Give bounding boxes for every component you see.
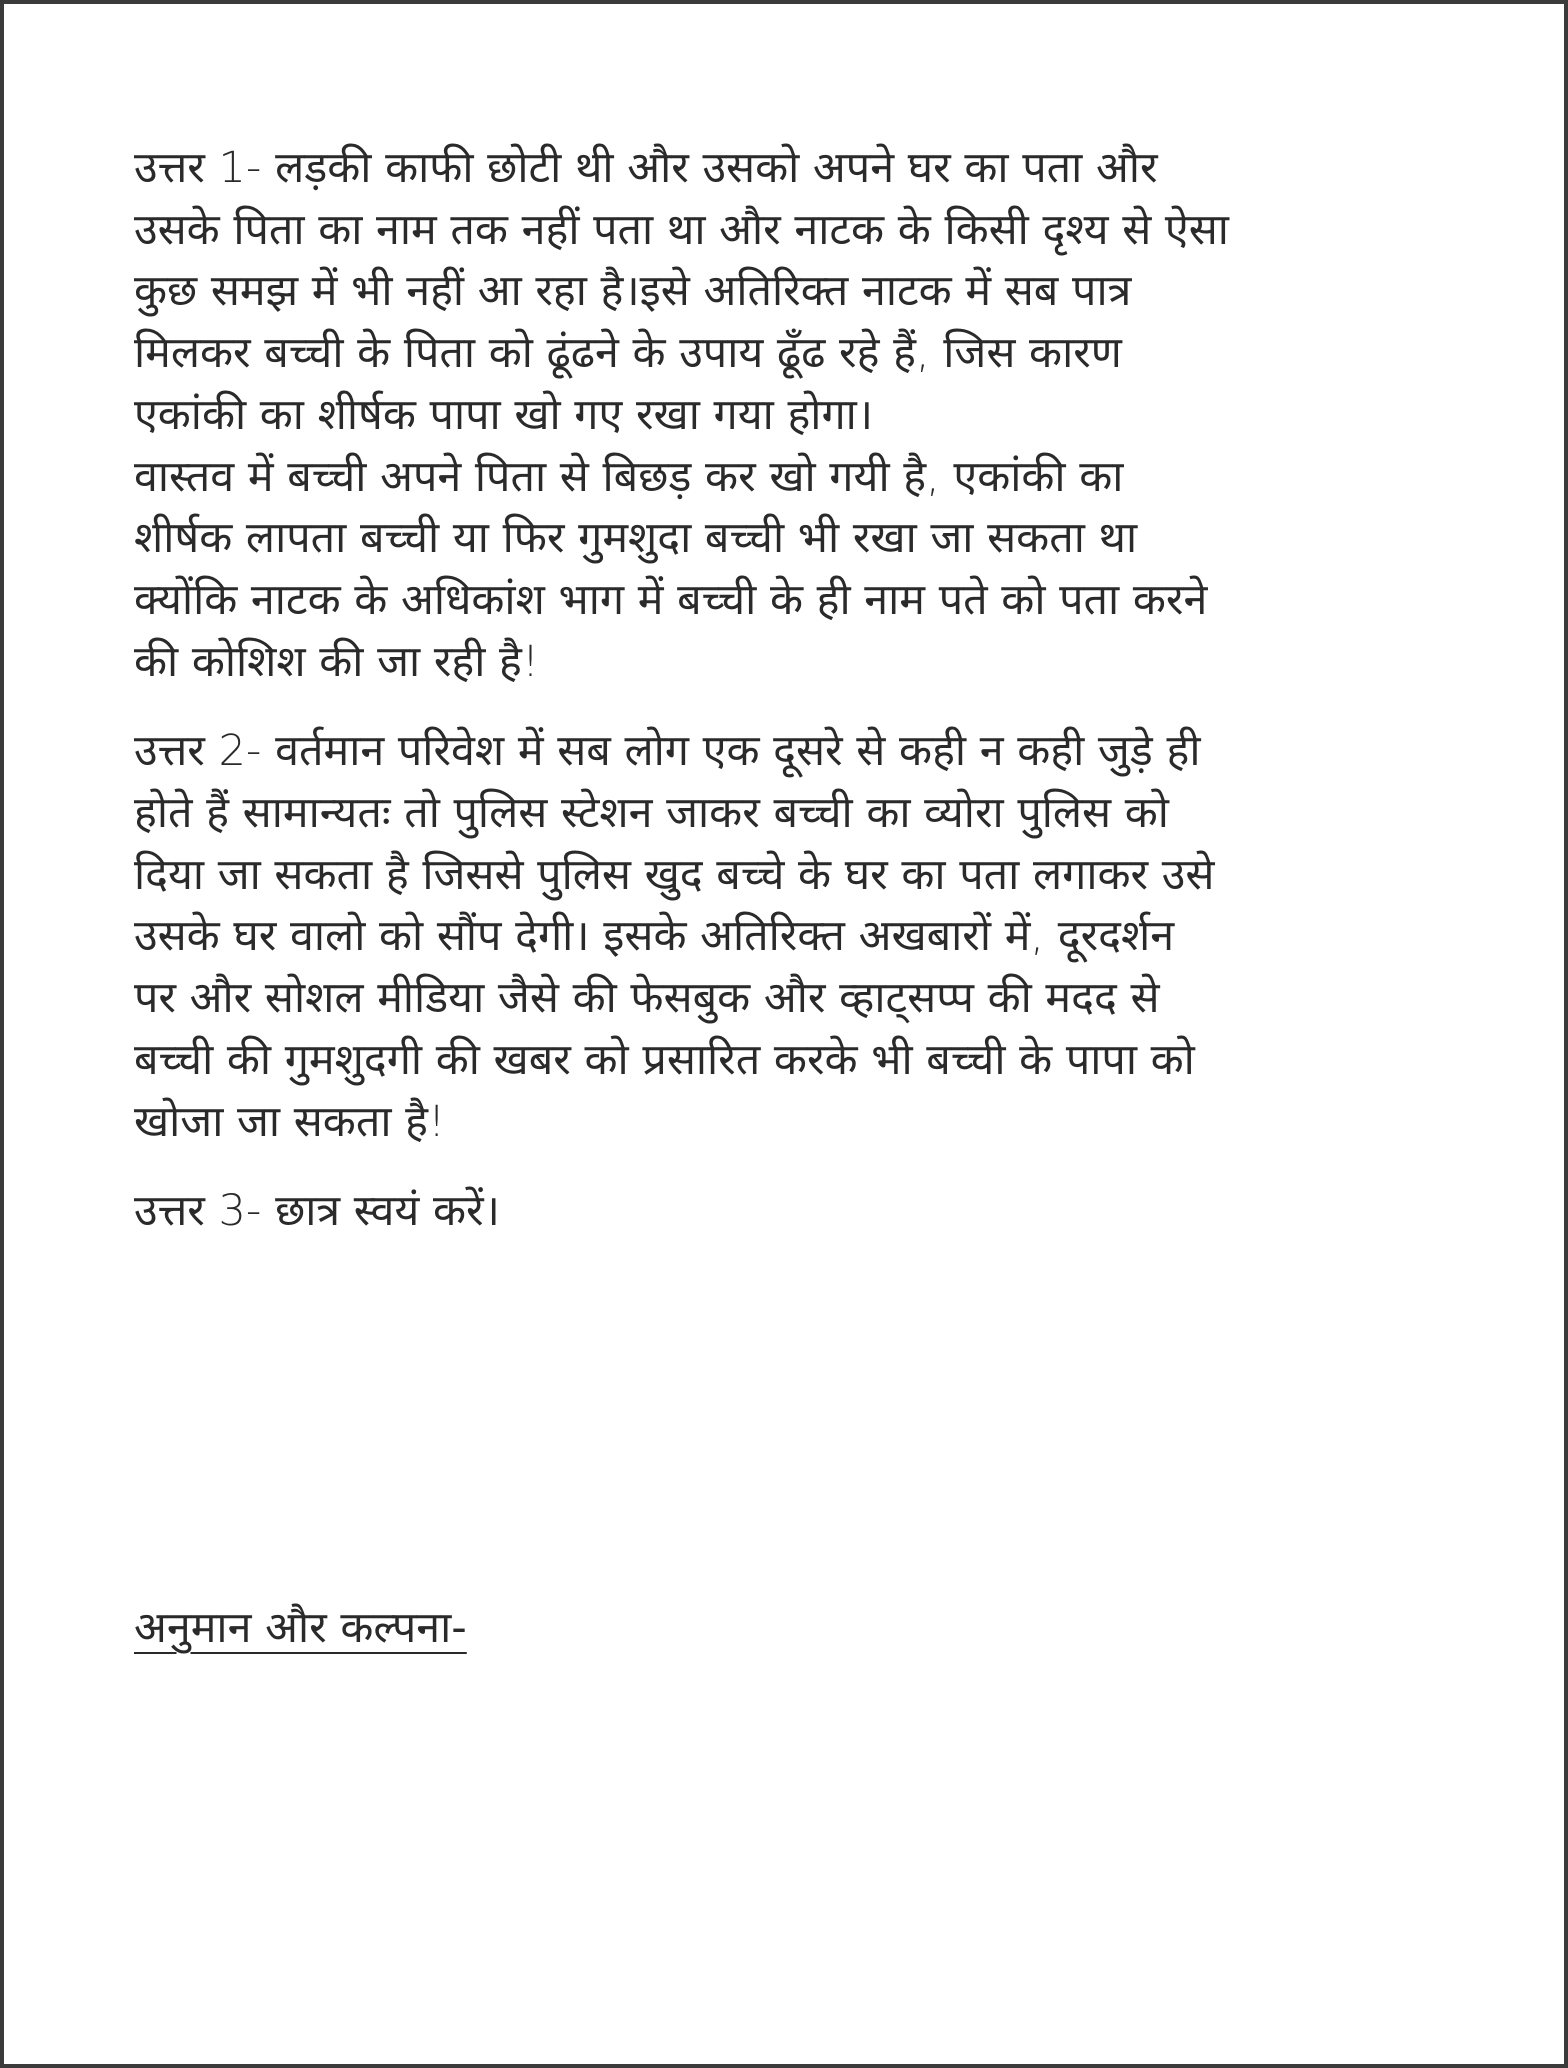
answer-2-paragraph: उत्तर 2- वर्तमान परिवेश में सब लोग एक दूसरे से कही न कही जुड़े ही होते हैं सामान्यतः तो पुलिस स्टेशन जाकर बच्ची का व्योरा पुलिस को दिया जा सकता है जिससे पुलिस खुद बच्चे के घर का पता लगाकर उसे उसके घर वालो को सौंप देगी। इसके अतिरिक्त अखबारों में, दूरदर्शन पर और सोशल मीडिया जैसे की फेसबुक और व्हाट्सप्प की मदद से बच्ची की गुमशुदगी की खबर को प्रसारित करके भी बच्ची के पापा को खोजा जा सकता है! bbox=[134, 726, 1215, 1147]
answer-1-paragraph: उत्तर 1- लड़की काफी छोटी थी और उसको अपने घर का पता और उसके पिता का नाम तक नहीं पता था और नाटक के किसी दृश्य से ऐसा कुछ समझ में भी नहीं आ रहा है।इसे अतिरिक्त नाटक में सब पात्र मिलकर बच्ची के पिता को ढूंढने के उपाय ढूँढ रहे हैं, जिस कारण एकांकी का शीर्षक पापा खो गए रखा गया होगा। bbox=[134, 143, 1229, 440]
answers-content bbox=[134, 138, 1454, 1271]
answer-3-paragraph: उत्तर 3- छात्र स्वयं करें। bbox=[134, 1186, 500, 1237]
section-heading: अनुमान और कल्पना- bbox=[134, 1603, 467, 1653]
answer-1-continuation: वास्तव में बच्ची अपने पिता से बिछड़ कर खो गयी है, एकांकी का शीर्षक लापता बच्ची या फिर गुमशुदा बच्ची भी रखा जा सकता था क्योंकि नाटक के अधिकांश भाग में बच्ची के ही नाम पते को पता करने की कोशिश की जा रही है! bbox=[134, 451, 1208, 687]
